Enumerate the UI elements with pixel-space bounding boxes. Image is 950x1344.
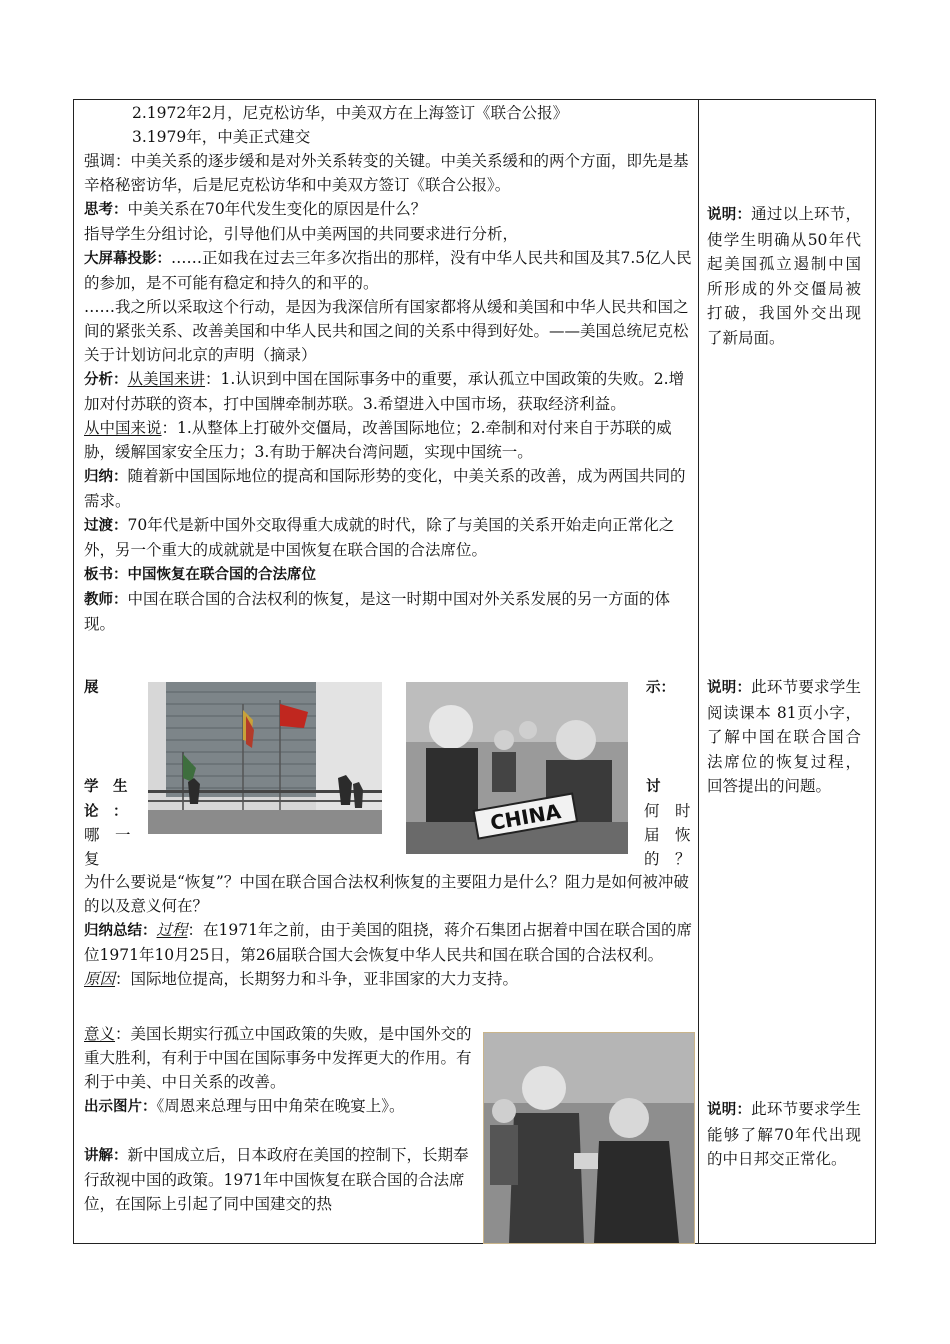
meaning-paragraph: 意义：美国长期实行孤立中国政策的失败，是中国外交的重大胜利，有利于中国在国际事务中发挥更大的作用。有利于中美、中日关系的改善。 [84, 1025, 472, 1091]
summary-paragraph: 归纳：随着新中国国际地位的提高和国际形势的变化，中美关系的改善，成为两国共同的需求。 [84, 467, 686, 510]
guide-paragraph: 指导学生分组讨论，引导他们从中美两国的共同要求进行分析， [84, 225, 519, 243]
fu-text: 复 [84, 850, 100, 868]
side-note-2: 说明：此环节要求学生阅读课本 81页小字，了解中国在联合国合法席位的恢复过程，回答提出的问题。 [707, 678, 861, 795]
de-q-text: 的 ？ [644, 850, 691, 868]
china-paragraph: 从中国来说：1.从整体上打破外交僵局，改善国际地位；2.牵制和对付来自于苏联的威胁，缓解国家安全压力；3.有助于解决台湾问题，实现中国统一。 [84, 419, 672, 461]
quote-paragraph: ……我之所以采取这个行动，是因为我深信所有国家都将从缓和美国和中华人民共和国之间的紧张关系、改善美国和中华人民共和国之间的关系中得到好处。——美国总统尼克松关于计划访问北京的声明（摘录） [84, 298, 689, 364]
reason-paragraph: 原因：国际地位提高，长期努力和斗争，亚非国家的大力支持。 [84, 970, 519, 988]
why-paragraph: 为什么要说是“恢复”？中国在联合国合法权利恢复的主要阻力是什么？阻力是如何被冲破的以及意义何在？ [84, 873, 689, 915]
un-flag-photo [148, 682, 382, 834]
side-note-1: 说明：通过以上环节，使学生明确从50年代起美国孤立遏制中国所形成的外交僵局被打破，我国外交出现了新局面。 [707, 205, 861, 347]
transition-paragraph: 过渡：70年代是新中国外交取得重大成就的时代，除了与美国的关系开始走向正常化之外，另一个重大的成就就是中国恢复在联合国的合法席位。 [84, 516, 675, 559]
point-2: 2.1972年2月，尼克松访华，中美双方在上海签订《联合公报》 [132, 104, 569, 122]
student-right: 讨 [646, 779, 661, 795]
side-note-3: 说明：此环节要求学生能够了解70年代出现的中日邦交正常化。 [707, 1100, 861, 1168]
main-column-lower [84, 870, 692, 991]
student-left: 学 生 [84, 779, 128, 795]
analysis-paragraph: 分析：从美国来讲：1.认识到中国在国际事务中的重要，承认孤立中国政策的失败。2.增加对付苏联的资本，打中国牌牵制苏联。3.希望进入中国市场，获取经济利益。 [84, 370, 685, 413]
china-sign-text: CHINA [488, 799, 563, 836]
main-column-bottom [84, 1022, 474, 1216]
board-paragraph: 板书：中国恢复在联合国的合法席位 [84, 567, 316, 583]
point-3: 3.1979年，中美正式建交 [132, 128, 311, 146]
show-left: 展 [84, 680, 99, 696]
un-flag-illustration [148, 682, 382, 834]
think-paragraph: 思考：中美关系在70年代发生变化的原因是什么？ [84, 200, 427, 218]
emphasis-paragraph: 强调：中美关系的逐步缓和是对外关系转变的关键。中美关系缓和的两个方面，即先是基辛格秘密访华，后是尼克松访华和中美双方签订《联合公报》。 [84, 152, 689, 194]
column-divider [698, 99, 699, 1244]
zhou-tanaka-photo [483, 1032, 695, 1244]
zhou-tanaka-illustration [484, 1033, 694, 1243]
conclusion-paragraph: 归纳总结：过程：在1971年之前，由于美国的阻挠，蒋介石集团占据着中国在联合国的席位1971年10月25日，第26届联合国大会恢复中华人民共和国在联合国的合法权利。 [84, 921, 692, 964]
picture-paragraph: 出示图片：《周恩来总理与田中角荣在晚宴上》。 [84, 1097, 405, 1115]
lun-text: 论 ： [84, 804, 128, 820]
china-delegation-illustration [406, 682, 628, 854]
jie-hui-text: 届 恢 [644, 826, 691, 844]
teacher-paragraph: 教师：中国在联合国的合法权利的恢复，是这一时期中国对外关系发展的另一方面的体现。 [84, 590, 671, 633]
lecture-paragraph: 讲解：新中国成立后，日本政府在美国的控制下，长期奉行敌视中国的政策。1971年中国恢复在联合国的合法席位，在国际上引起了同中国建交的热 [84, 1146, 469, 1213]
show-right: 示： [646, 680, 675, 696]
screen-paragraph: 大屏幕投影：……正如我在过去三年多次指出的那样，没有中华人民共和国及其7.5亿人民的参加，是不可能有稳定和持久的和平的。 [84, 249, 692, 292]
he-shi-text: 何 时 [644, 802, 691, 820]
china-delegation-photo [406, 682, 628, 854]
na-yi-text: 哪 一 [84, 826, 131, 844]
main-column-text [84, 101, 692, 636]
